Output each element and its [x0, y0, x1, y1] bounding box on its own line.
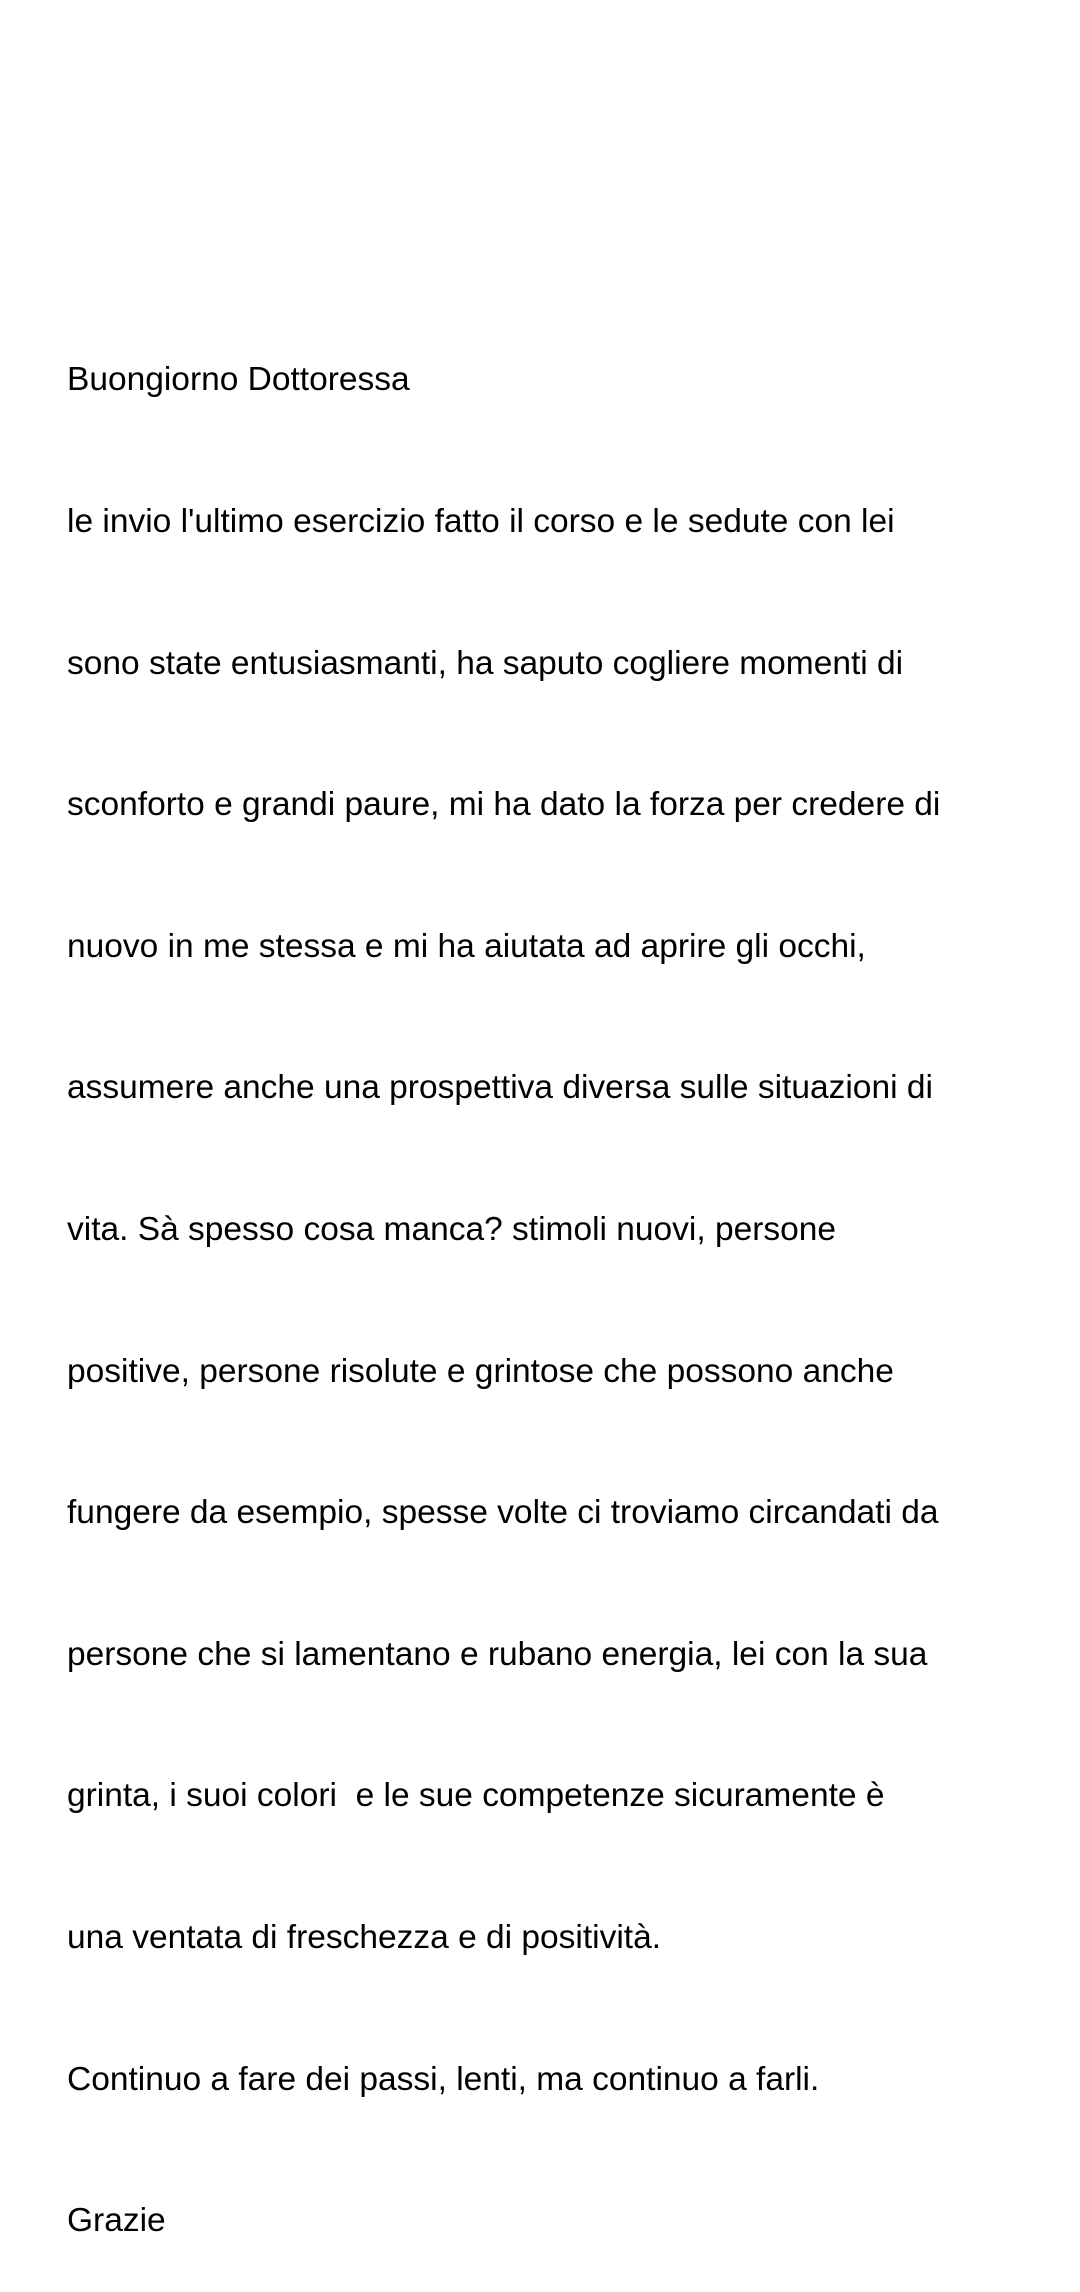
signoff-line: Grazie: [67, 2202, 166, 2240]
body-line-8: fungere da esempio, spesse volte ci troviamo circandati da: [67, 1494, 939, 1532]
body-line-7: positive, persone risolute e grintose che possono anche: [67, 1352, 894, 1390]
body-line-5: assumere anche una prospettiva diversa sulle situazioni di: [67, 1069, 933, 1107]
body-line-6: vita. Sà spesso cosa manca? stimoli nuovi, persone: [67, 1210, 837, 1248]
closing-line: Continuo a fare dei passi, lenti, ma continuo a farli.: [67, 2060, 820, 2098]
body-line-1: le invio l'ultimo esercizio fatto il corso e le sedute con lei: [67, 503, 895, 540]
note-text: [67, 262, 1067, 2292]
body-line-11: una ventata di freschezza e di positività.: [67, 1918, 662, 1956]
body-line-4: nuovo in me stessa e mi ha aiutata ad aprire gli occhi,: [67, 927, 866, 965]
greeting-line: Buongiorno Dottoressa: [67, 361, 410, 399]
body-line-10: grinta, i suoi colori e le sue competenze sicuramente è: [67, 1777, 885, 1815]
body-line-3: sconforto e grandi paure, mi ha dato la forza per credere di: [67, 786, 941, 824]
body-line-2: sono state entusiasmanti, ha saputo cogliere momenti di: [67, 644, 904, 682]
body-line-9: persone che si lamentano e rubano energia, lei con la sua: [67, 1635, 928, 1673]
